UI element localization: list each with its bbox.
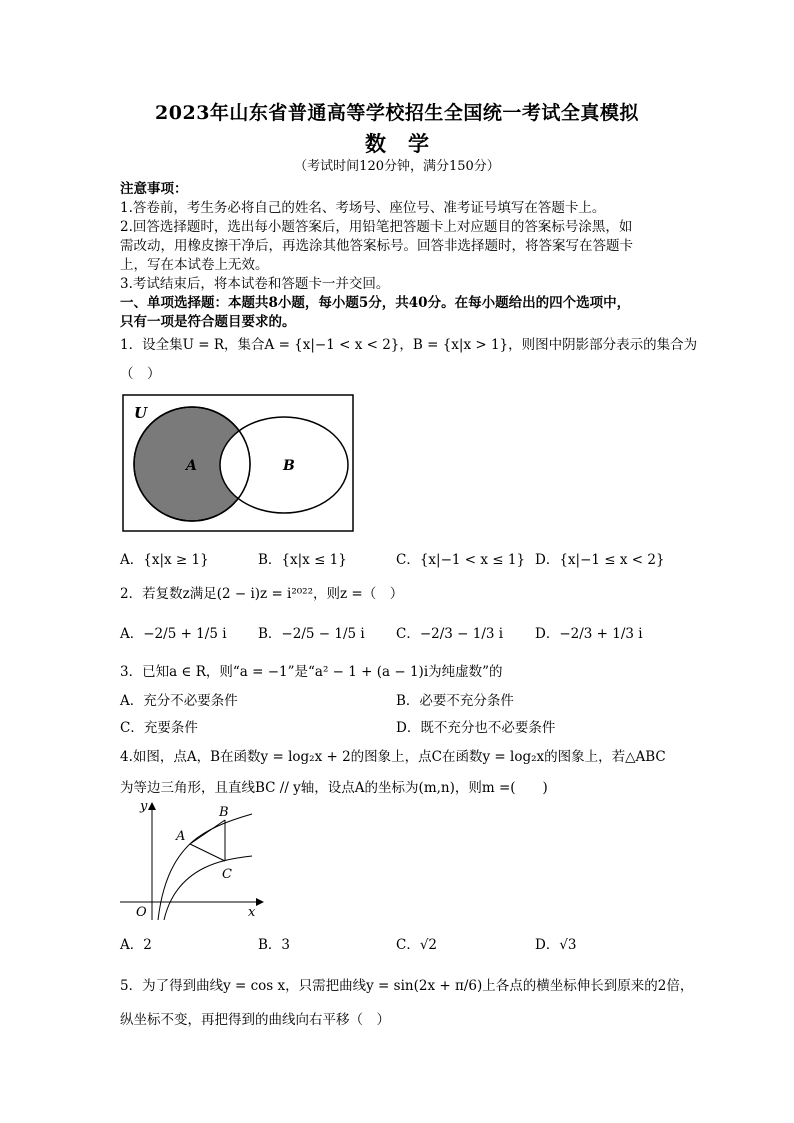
- venn-label-u: U: [134, 404, 148, 422]
- q5-stem-line-2: 纵坐标不变，再把得到的曲线向右平移（ ）: [120, 1012, 390, 1028]
- venn-label-b: B: [283, 458, 295, 474]
- q2-option-d: D．−2/3 + 1/3 i: [535, 626, 643, 642]
- q1-stem: 1．设全集U = R，集合A = {x|−1 < x < 2}，B = {x|x > 1}，则图中阴影部分表示的集合为: [120, 337, 698, 353]
- q5-stem-line-1: 5．为了得到曲线y = cos x，只需把曲线y = sin(2x + π/6)上各点的横坐标伸长到原来的2倍，: [120, 978, 694, 994]
- graph-label-c: C: [222, 867, 232, 882]
- section-1-heading-line-1: 一、单项选择题：本题共8小题，每小题5分，共40分。在每小题给出的四个选项中，: [120, 295, 631, 311]
- graph-label-x: x: [248, 905, 256, 920]
- notice-heading: 注意事项：: [120, 181, 188, 197]
- q1-venn-diagram: [122, 394, 354, 532]
- graph-label-a: A: [176, 829, 186, 844]
- q2-option-c: C．−2/3 − 1/3 i: [396, 626, 504, 642]
- q4-stem-line-1: 4.如图，点A，B在函数y = log₂x + 2的图象上，点C在函数y = log₂x的图象上，若△ABC: [120, 749, 666, 765]
- q2-option-b: B．−2/5 − 1/5 i: [258, 626, 365, 642]
- notice-item-3: 3.考试结束后，将本试卷和答题卡一并交回。: [120, 276, 390, 292]
- q4-option-c: C．√2: [396, 937, 438, 953]
- q3-option-c: C．充要条件: [120, 720, 198, 736]
- q3-option-b: B．必要不充分条件: [396, 693, 514, 709]
- graph-label-b: B: [219, 805, 229, 820]
- q4-function-graph: [118, 798, 268, 922]
- q4-option-a: A．2: [120, 937, 152, 953]
- notice-item-2-line-1: 2.回答选择题时，选出每小题答案后，用铅笔把答题卡上对应题目的答案标号涂黑，如: [120, 219, 633, 235]
- q4-stem-line-2: 为等边三角形，且直线BC // y轴，设点A的坐标为(m,n)，则m =( ): [120, 780, 548, 796]
- x-axis-arrow: [256, 898, 264, 906]
- q1-option-b: B．{x|x ≤ 1}: [258, 552, 347, 568]
- q1-option-d: D．{x|−1 ≤ x < 2}: [535, 552, 665, 568]
- q4-option-d: D．√3: [535, 937, 577, 953]
- exam-title: 2023年山东省普通高等学校招生全国统一考试全真模拟: [155, 102, 639, 124]
- venn-label-a: A: [186, 458, 197, 474]
- q2-option-a: A．−2/5 + 1/5 i: [120, 626, 227, 642]
- graph-label-o: O: [136, 905, 147, 920]
- graph-label-y: y: [140, 799, 148, 814]
- notice-item-2-line-2: 需改动，用橡皮擦干净后，再选涂其他答案标号。回答非选择题时，将答案写在答题卡: [120, 238, 633, 254]
- notice-item-1: 1.答卷前，考生务必将自己的姓名、考场号、座位号、准考证号填写在答题卡上。: [120, 200, 606, 216]
- q1-option-a: A．{x|x ≥ 1}: [120, 552, 209, 568]
- time-info: （考试时间120分钟，满分150分）: [294, 159, 500, 174]
- section-1-heading-line-2: 只有一项是符合题目要求的。: [120, 314, 296, 330]
- segment-ab: [190, 820, 225, 844]
- q3-option-a: A．充分不必要条件: [120, 693, 238, 709]
- q3-option-d: D．既不充分也不必要条件: [396, 720, 556, 736]
- q1-paren: （ ）: [120, 366, 161, 382]
- q2-stem: 2．若复数z满足(2 − i)z = i²⁰²²，则z =（ ）: [120, 586, 404, 602]
- notice-item-2-line-3: 上，写在本试卷上无效。: [120, 257, 269, 273]
- segment-ac: [190, 844, 225, 861]
- q4-option-b: B．3: [258, 937, 291, 953]
- subject-title: 数学: [365, 131, 451, 156]
- y-axis-arrow: [148, 802, 156, 810]
- q1-option-c: C．{x|−1 < x ≤ 1}: [396, 552, 526, 568]
- q3-stem: 3．已知a ∈ R，则“a = −1”是“a² − 1 + (a − 1)i为纯虚数”的: [120, 664, 503, 680]
- curve-log2x: [164, 856, 252, 920]
